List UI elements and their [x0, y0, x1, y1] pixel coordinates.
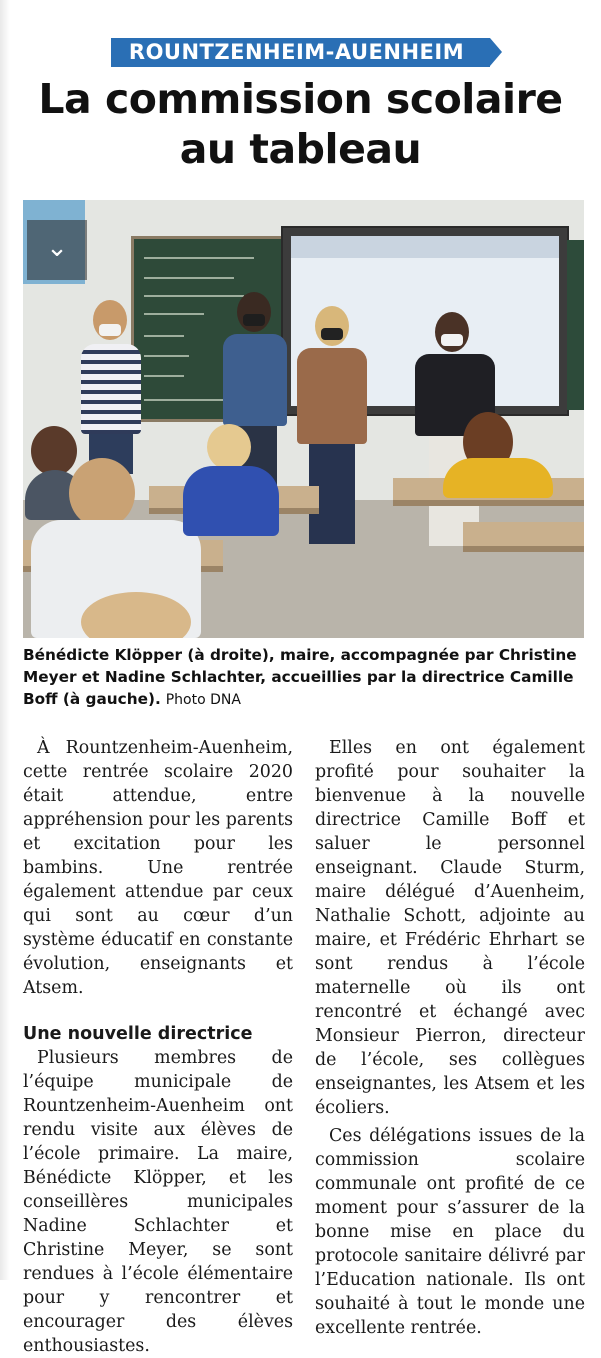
paragraph-visit: Plusieurs membres de l’équipe municipale de Rountzenheim-Auenheim ont rendu visite aux élèves de l’école primaire. La maire, Bénédicte Klöpper, et les conseillères municipales Nadine Schlachter et Christine Meyer, se sont rendues à l’école élémentaire pour y rencontrer et encourager des élèves enthousiastes. [23, 1048, 293, 1356]
headline-line-1: La commission scolaire [38, 75, 563, 123]
chevron-down-icon: ⌄ [46, 233, 68, 263]
kicker-wrapper [0, 38, 601, 67]
article-column-left [23, 736, 293, 1358]
photo-side-board [567, 240, 584, 410]
photo-desk-4 [463, 522, 584, 552]
paragraph-protocol: Ces délégations issues de la commission scolaire communale ont profité de ce moment pour s’assurer de la bonne mise en place du protocole sanitaire délivré par l’Education nationale. Ils ont souhaité à tout le monde une excellente rentrée. [315, 1126, 585, 1338]
section-kicker: ROUNTZENHEIM-AUENHEIM [111, 38, 490, 67]
article-column-right [315, 736, 585, 1340]
caption-text: Bénédicte Klöpper (à droite), maire, accompagnée par Christine Meyer et Nadine Schlachter, accueillies par la directrice Camille Boff (à gauche). [23, 646, 577, 708]
paragraph-intro: À Rountzenheim-Auenheim, cette rentrée scolaire 2020 était attendue, entre appréhension pour les parents et excitation pour les bambins. Une rentrée également attendue par ceux qui sont au cœur d’un système éducatif en constante évolution, enseignants et Atsem. [23, 738, 293, 998]
photo-credit: Photo DNA [165, 692, 241, 708]
article-headline [20, 74, 581, 174]
page-edge-shadow [0, 0, 10, 1280]
headline-line-2: au tableau [179, 125, 422, 173]
photo-dropdown-button[interactable] [27, 220, 87, 280]
photo-caption [23, 644, 584, 711]
article-photo [23, 200, 584, 638]
article-subhead: Une nouvelle directrice [23, 1024, 253, 1044]
paragraph-welcome: Elles en ont également profité pour souhaiter la bienvenue à la nouvelle directrice Camille Boff et saluer le personnel enseignant. Claude Sturm, maire délégué d’Auenheim, Nathalie Schott, adjointe au maire, et Frédéric Ehrhart se sont rendus à l’école maternelle où ils ont rencontré et échangé avec Monsieur Pierron, directeur de l’école, ses collègues enseignantes, les Atsem et les écoliers. [315, 738, 585, 1118]
